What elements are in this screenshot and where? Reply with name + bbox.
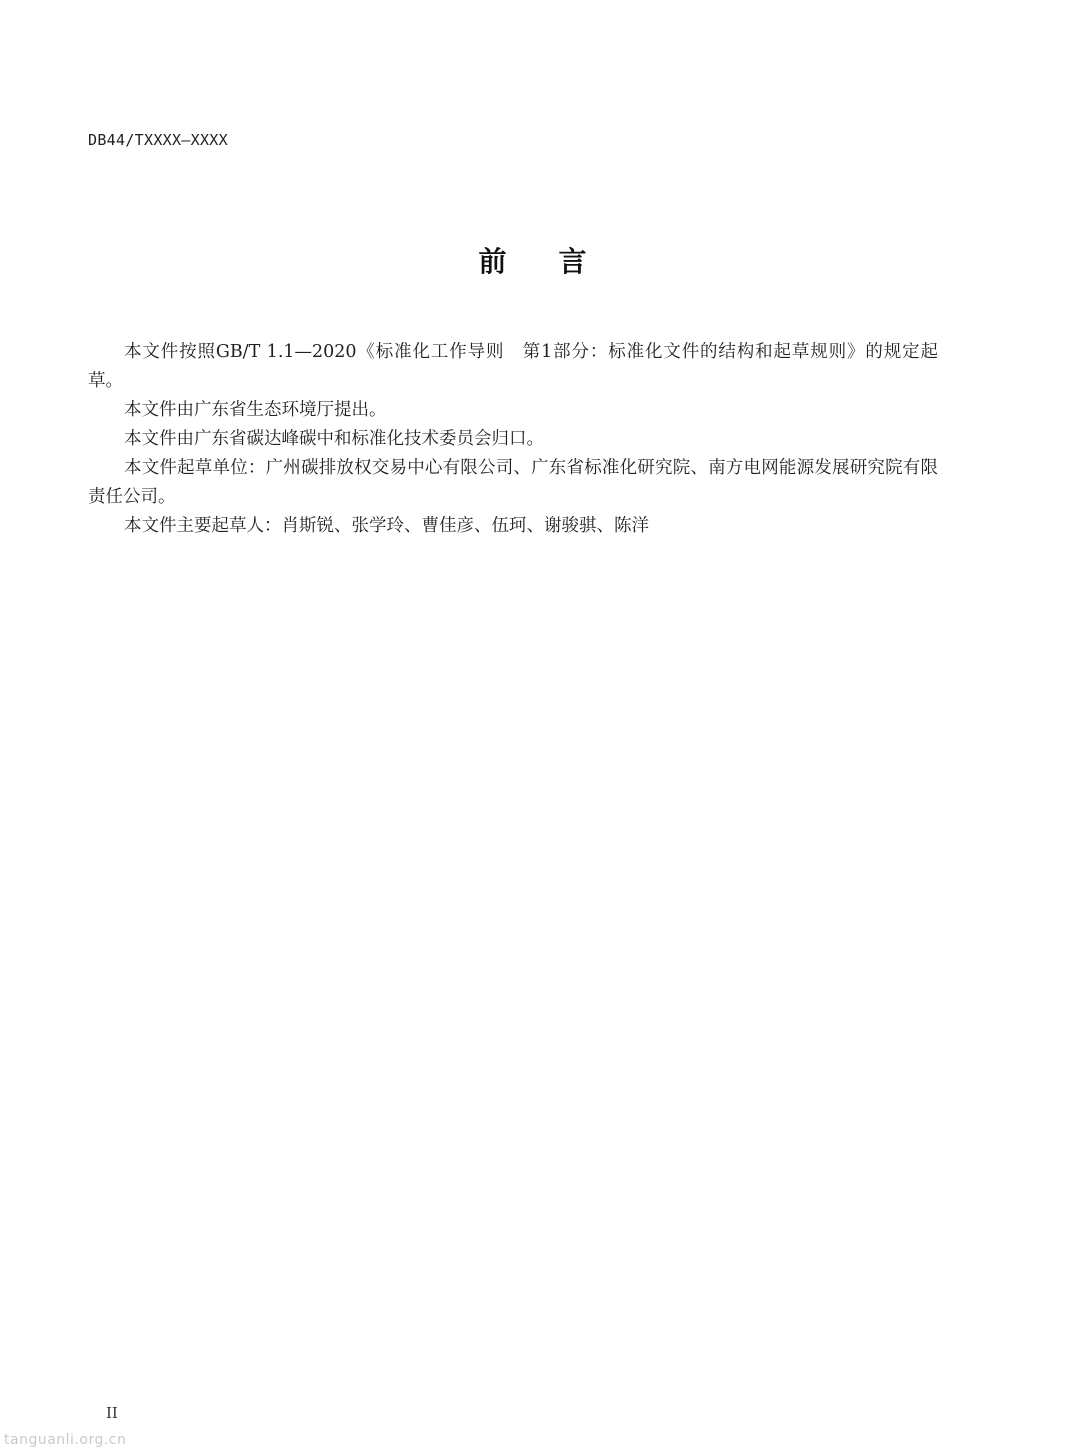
paragraph-main-drafters: 本文件主要起草人：肖斯锐、张学玲、曹佳彦、伍珂、谢骏骐、陈洋 [124,516,649,536]
page-number: II [106,1404,118,1422]
page-title-part-1: 前 [478,245,507,278]
paragraph-drafting-basis: 本文件按照GB/T 1.1—2020《标准化工作导则 第1部分：标准化文件的结构和起草规则》的规定起草。 [88,342,938,391]
page-title-part-2: 言 [558,245,587,278]
paragraph-drafting-units: 本文件起草单位：广州碳排放权交易中心有限公司、广东省标准化研究院、南方电网能源发展研究院有限责任公司。 [88,458,938,507]
watermark-text: tanguanli.org.cn [4,1432,127,1448]
foreword-body [88,338,938,541]
document-code: DB44/TXXXX—XXXX [88,131,228,149]
paragraph-centralized-unit: 本文件由广东省碳达峰碳中和标准化技术委员会归口。 [124,429,544,449]
page-title [0,240,1065,280]
paragraph-proposer: 本文件由广东省生态环境厅提出。 [124,400,387,420]
